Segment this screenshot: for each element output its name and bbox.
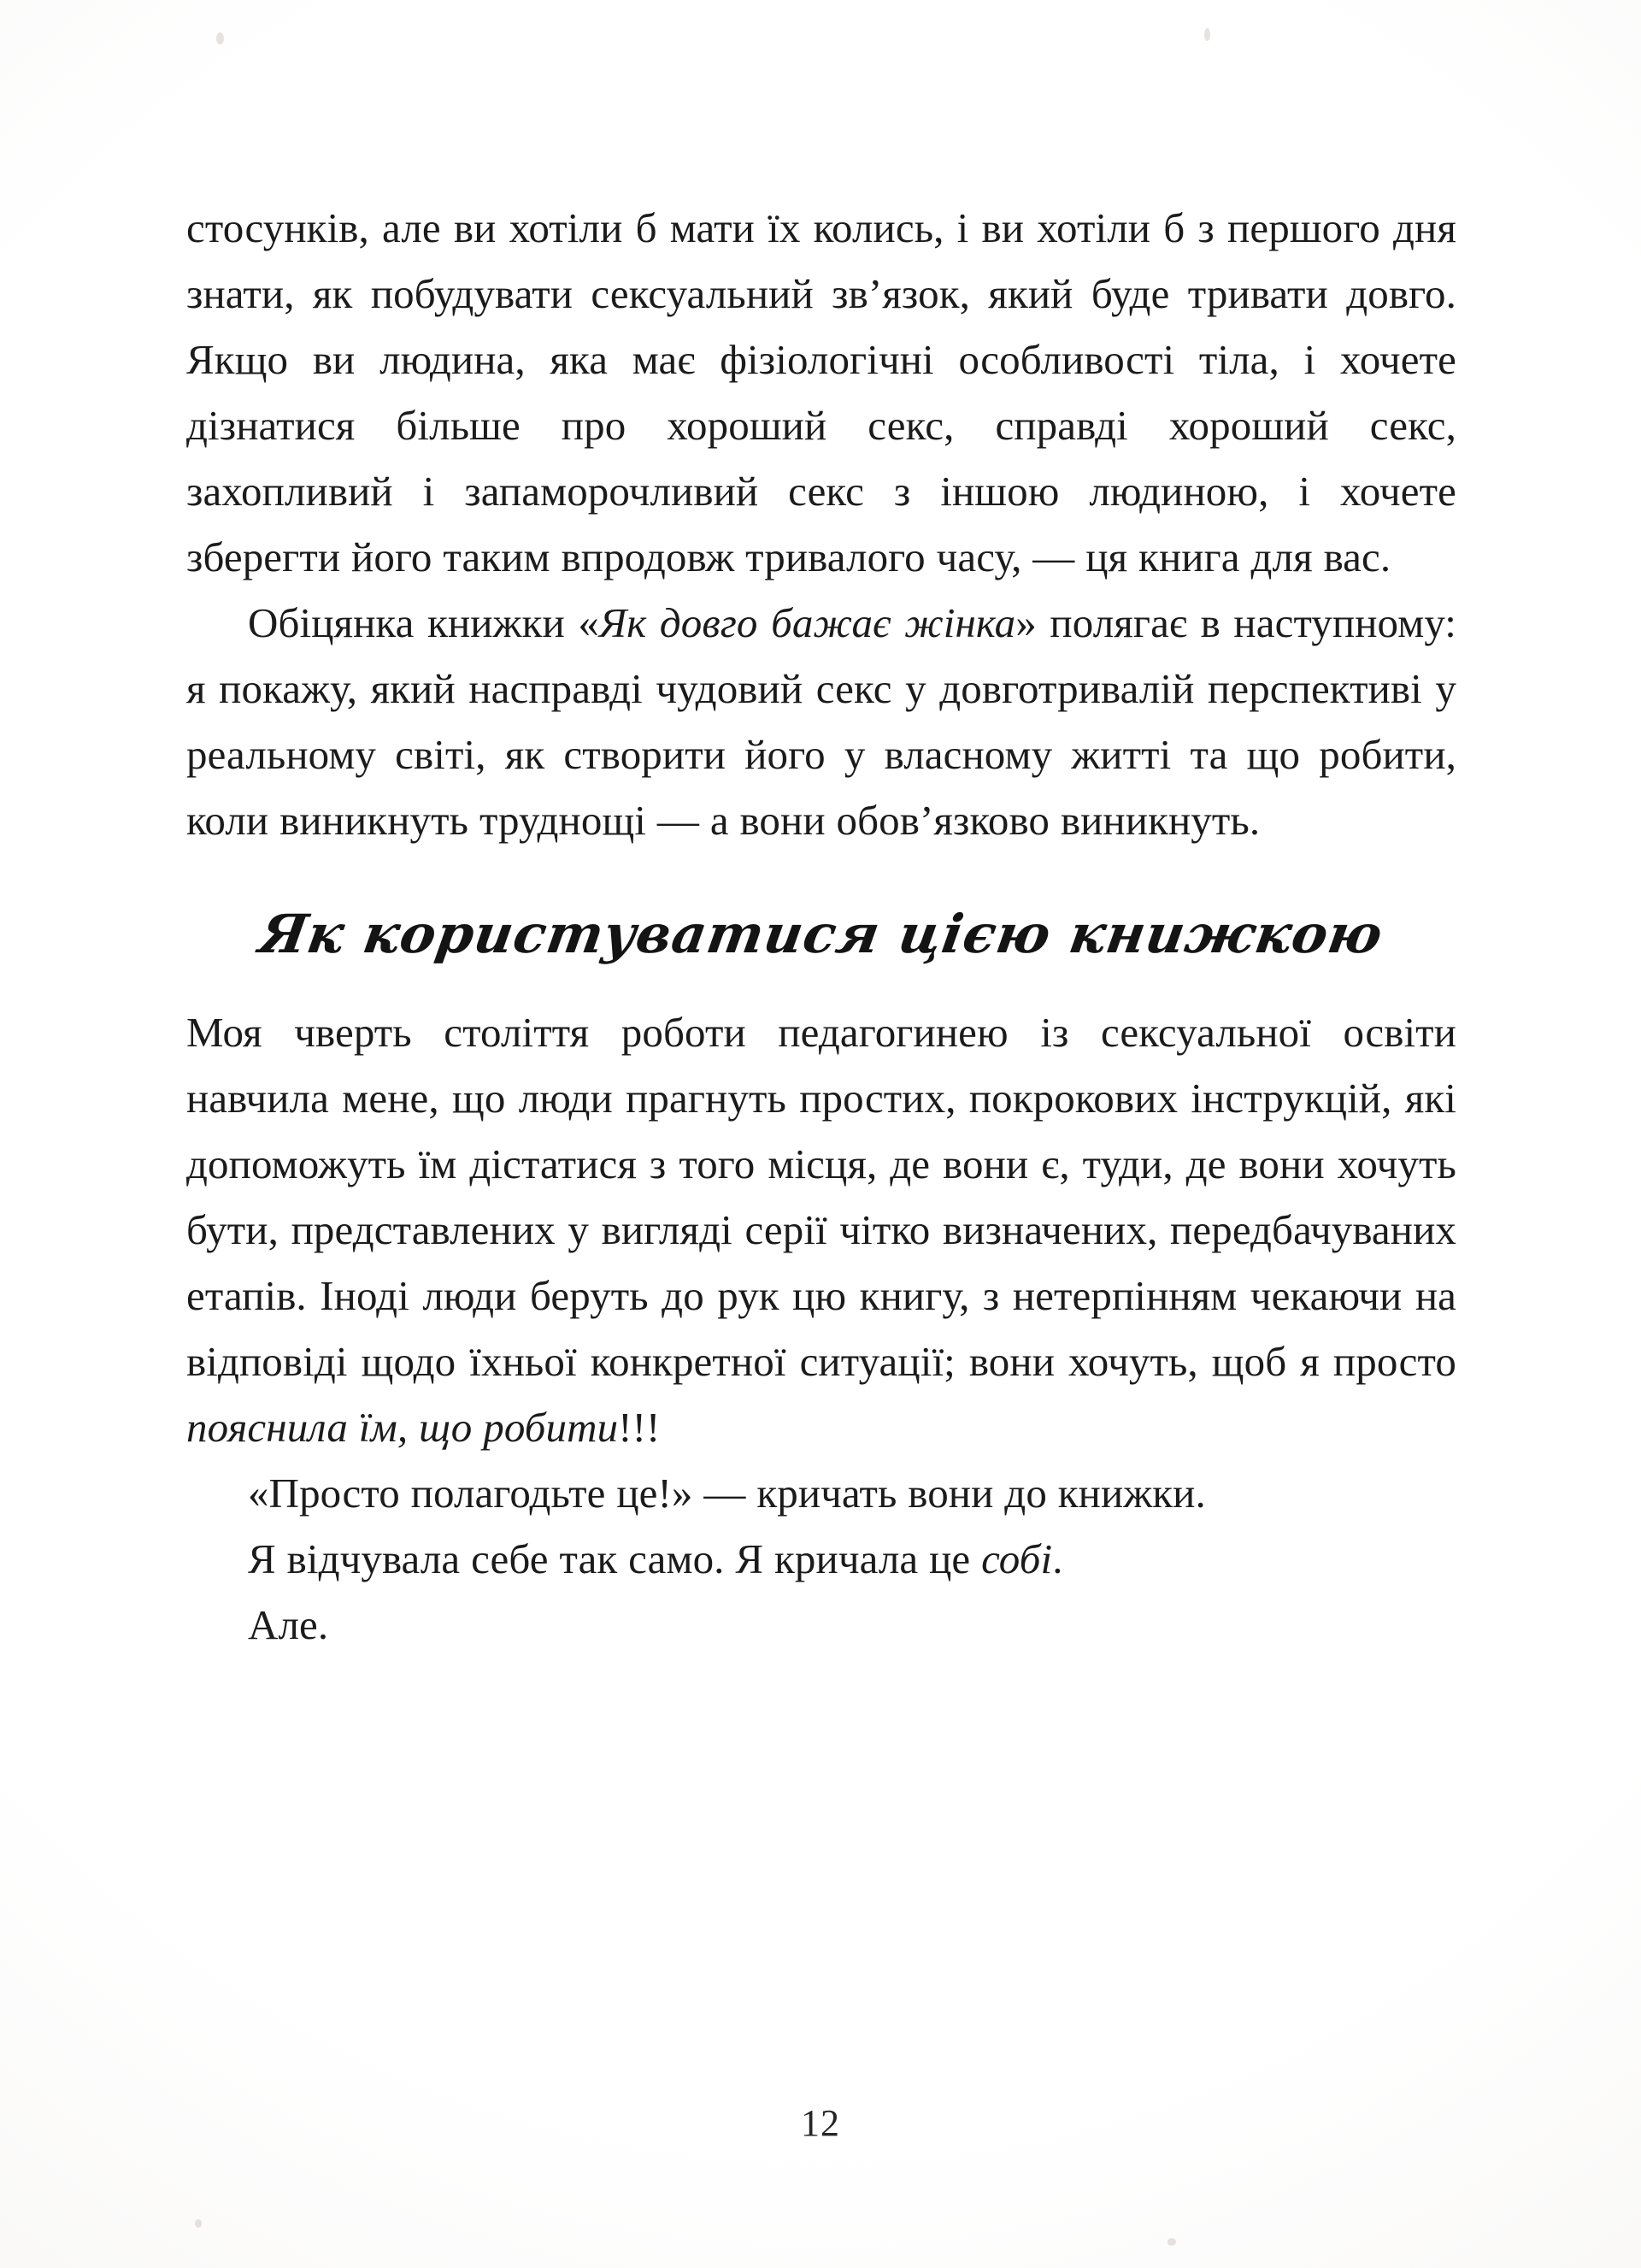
closing-line [186, 1592, 1456, 1658]
page-number: 12 [801, 2102, 840, 2144]
closing-lines-group [186, 1460, 1456, 1658]
closing-line-lead: «Просто полагодьте це!» — кричать вони до книжки. [248, 1470, 1206, 1517]
closing-line-lead: Я відчувала себе так само. Я кричала це [248, 1535, 982, 1583]
closing-line [186, 1460, 1456, 1526]
closing-line-lead: Але. [248, 1601, 329, 1649]
section-heading-script: Як користуватися цією книжкою [255, 903, 1388, 965]
paragraph-continued: стосунків, але ви хотіли б мати їх колись, і ви хотіли б з першого дня знати, як побудувати сексуальний зв’язок, який буде тривати довго. Якщо ви людина, яка має фізіологічні особливості тіла, і хочете дізнатися більше про хороший секс, справді хороший секс, захопливий і запаморочливий секс з іншою людиною, і хочете зберегти його таким впродовж тривалого часу, — ця книга для вас. [186, 204, 1456, 580]
paragraph-book-promise [186, 590, 1456, 853]
scan-speck [195, 2219, 202, 2228]
closing-line-tail: . [1052, 1535, 1063, 1583]
scan-speck [216, 32, 224, 44]
scan-speck [1204, 28, 1210, 41]
closing-line [186, 1526, 1456, 1592]
paragraph-how-to-use [186, 999, 1456, 1460]
paragraph-tail-text: » полягає в наступному: я покажу, який насправді чудовий секс у довготривалій перспективі у реальному світі, як створити його у власному житті та що робити, коли виникнуть труднощі — а вони обов’язково виникнуть. [186, 599, 1456, 844]
paragraph-tail-text: !!! [618, 1404, 661, 1452]
emphasis-italic: пояснила їм, що робити [186, 1404, 619, 1452]
closing-line-emphasis: собі [981, 1535, 1053, 1583]
paragraph-lead-text: Обіцянка книжки « [248, 599, 599, 646]
book-title-italic: Як довго бажає жінка [598, 599, 1016, 646]
paragraph-lead-text: Моя чверть століття роботи педагогинею із сексуальної освіти навчила мене, що люди прагнуть простих, покрокових інструкцій, які допоможуть їм дістатися з того місця, де вони є, туди, де вони хочуть бути, представлених у вигляді серії чітко визначених, передбачуваних етапів. Іноді люди беруть до рук цю книгу, з нетерпінням чекаючи на відповіді щодо їхньої конкретної ситуації; вони хочуть, щоб я просто [186, 1009, 1456, 1386]
page-text-block [186, 195, 1456, 1658]
scan-speck [1168, 2238, 1176, 2246]
